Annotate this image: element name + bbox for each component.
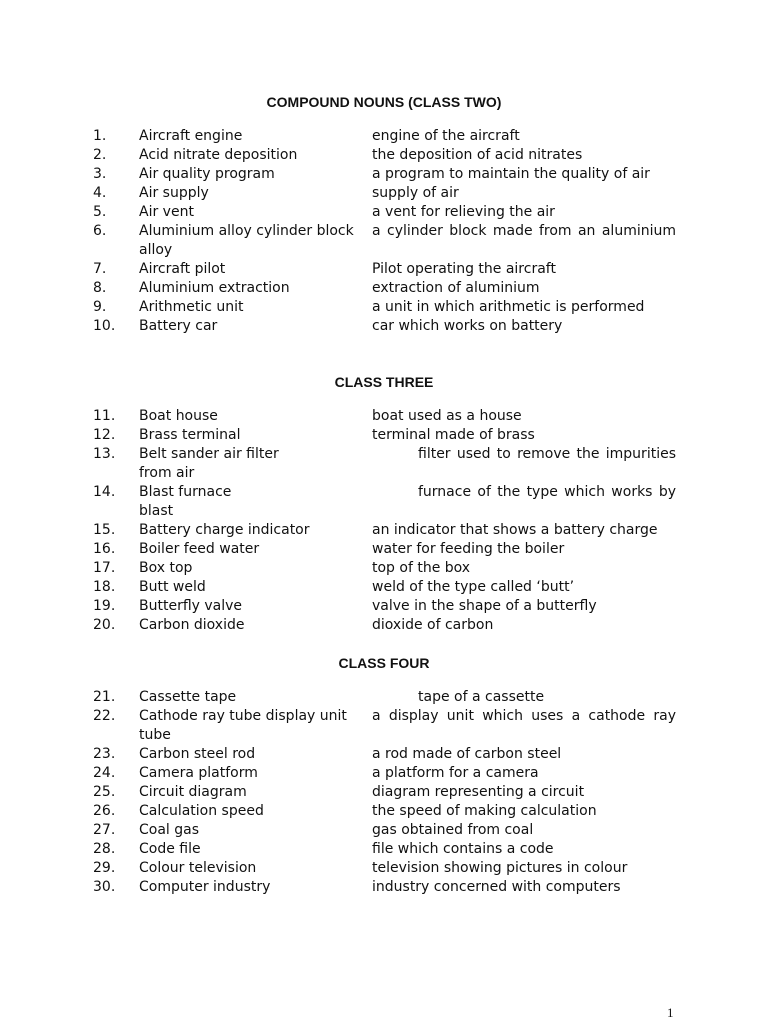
item-number: 27. [93, 822, 116, 838]
section-list-class-two [0, 127, 768, 336]
list-item [0, 279, 768, 298]
item-term: Acid nitrate deposition [139, 147, 298, 163]
item-number: 19. [93, 598, 116, 614]
item-term: Cathode ray tube display unit tube [139, 708, 347, 743]
list-item [0, 688, 768, 707]
list-item [0, 407, 768, 426]
list-item [0, 559, 768, 578]
item-term: Computer industry [139, 879, 271, 895]
item-term: Carbon dioxide [139, 617, 245, 633]
section-heading-class-three: CLASS THREE [334, 374, 434, 390]
item-term: Air supply [139, 185, 209, 201]
list-item [0, 483, 768, 521]
item-number: 30. [93, 879, 116, 895]
item-term: Battery charge indicator [139, 522, 310, 538]
item-number: 5. [93, 204, 107, 220]
list-item [0, 165, 768, 184]
item-number: 18. [93, 579, 116, 595]
item-definition: filter used to remove the impurities [418, 446, 676, 462]
section-list-class-three [0, 407, 768, 635]
item-number: 22. [93, 708, 116, 724]
item-term: Boat house [139, 408, 218, 424]
item-number: 1. [93, 128, 107, 144]
item-definition: engine of the aircraft [372, 128, 520, 144]
list-item [0, 540, 768, 559]
list-item [0, 764, 768, 783]
item-definition: terminal made of brass [372, 427, 535, 443]
list-item [0, 597, 768, 616]
item-number: 28. [93, 841, 116, 857]
item-definition: a vent for relieving the air [372, 204, 555, 220]
item-term: Butterfly valve [139, 598, 243, 614]
item-term: Calculation speed [139, 803, 264, 819]
item-number: 13. [93, 446, 116, 462]
item-definition: water for feeding the boiler [372, 541, 565, 557]
list-item [0, 802, 768, 821]
list-item [0, 203, 768, 222]
list-item [0, 783, 768, 802]
item-number: 9. [93, 299, 107, 315]
item-number: 17. [93, 560, 116, 576]
item-definition: weld of the type called ‘butt’ [372, 579, 575, 595]
item-definition: industry concerned with computers [372, 879, 621, 895]
list-item [0, 260, 768, 279]
item-number: 16. [93, 541, 116, 557]
item-definition: car which works on battery [372, 318, 563, 334]
item-term: Air quality program [139, 166, 275, 182]
item-number: 29. [93, 860, 116, 876]
item-number: 20. [93, 617, 116, 633]
item-definition: a platform for a camera [372, 765, 539, 781]
list-item [0, 317, 768, 336]
item-number: 26. [93, 803, 116, 819]
item-term: Aluminium alloy cylinder block alloy [139, 223, 354, 258]
item-definition: gas obtained from coal [372, 822, 534, 838]
item-term: Air vent [139, 204, 194, 220]
list-item [0, 745, 768, 764]
list-item [0, 127, 768, 146]
item-number: 24. [93, 765, 116, 781]
item-definition: top of the box [372, 560, 471, 576]
item-term: Aircraft engine [139, 128, 243, 144]
item-term: Boiler feed water [139, 541, 260, 557]
item-term: Box top [139, 560, 193, 576]
item-number: 2. [93, 147, 107, 163]
item-number: 8. [93, 280, 107, 296]
list-item [0, 859, 768, 878]
list-item [0, 840, 768, 859]
item-term: Belt sander air filter from air [139, 446, 279, 481]
item-term: Butt weld [139, 579, 206, 595]
item-term: Blast furnace blast [139, 484, 232, 519]
item-number: 7. [93, 261, 107, 277]
item-term: Code file [139, 841, 201, 857]
section-heading-class-two: COMPOUND NOUNS (CLASS TWO) [266, 94, 502, 110]
item-term: Colour television [139, 860, 257, 876]
item-definition: a unit in which arithmetic is performed [372, 299, 645, 315]
item-number: 21. [93, 689, 116, 705]
item-definition: a rod made of carbon steel [372, 746, 562, 762]
item-term: Circuit diagram [139, 784, 247, 800]
list-item [0, 521, 768, 540]
item-number: 12. [93, 427, 116, 443]
item-term: Carbon steel rod [139, 746, 256, 762]
item-number: 3. [93, 166, 107, 182]
item-definition: tape of a cassette [418, 689, 545, 705]
item-number: 15. [93, 522, 116, 538]
item-definition: television showing pictures in colour [372, 860, 628, 876]
item-term: Battery car [139, 318, 218, 334]
list-item [0, 445, 768, 483]
item-term: Brass terminal [139, 427, 241, 443]
list-item [0, 426, 768, 445]
item-definition: a display unit which uses a cathode ray [372, 708, 676, 724]
item-term: Aluminium extraction [139, 280, 290, 296]
item-term: Aircraft pilot [139, 261, 226, 277]
item-definition: boat used as a house [372, 408, 522, 424]
item-definition: supply of air [372, 185, 459, 201]
list-item [0, 821, 768, 840]
item-definition: file which contains a code [372, 841, 554, 857]
item-number: 23. [93, 746, 116, 762]
item-definition: dioxide of carbon [372, 617, 494, 633]
item-definition: valve in the shape of a butterfly [372, 598, 597, 614]
item-definition: a cylinder block made from an aluminium [372, 223, 676, 239]
section-heading-class-four: CLASS FOUR [338, 655, 430, 671]
item-term: Coal gas [139, 822, 200, 838]
item-definition: a program to maintain the quality of air [372, 166, 650, 182]
item-definition: the deposition of acid nitrates [372, 147, 583, 163]
list-item [0, 878, 768, 897]
item-definition: diagram representing a circuit [372, 784, 585, 800]
item-number: 25. [93, 784, 116, 800]
list-item [0, 616, 768, 635]
item-definition: Pilot operating the aircraft [372, 261, 556, 277]
item-definition: furnace of the type which works by [418, 484, 676, 500]
item-number: 4. [93, 185, 107, 201]
section-list-class-four [0, 688, 768, 897]
item-definition: the speed of making calculation [372, 803, 597, 819]
list-item [0, 146, 768, 165]
item-number: 14. [93, 484, 116, 500]
list-item [0, 184, 768, 203]
list-item [0, 298, 768, 317]
item-number: 6. [93, 223, 107, 239]
list-item [0, 222, 768, 260]
item-definition: extraction of aluminium [372, 280, 540, 296]
item-term: Arithmetic unit [139, 299, 244, 315]
list-item [0, 578, 768, 597]
item-number: 11. [93, 408, 116, 424]
list-item [0, 707, 768, 745]
item-number: 10. [93, 318, 116, 334]
item-term: Cassette tape [139, 689, 237, 705]
item-definition: an indicator that shows a battery charge [372, 522, 658, 538]
page-number: 1 [667, 1005, 674, 1020]
item-term: Camera platform [139, 765, 258, 781]
